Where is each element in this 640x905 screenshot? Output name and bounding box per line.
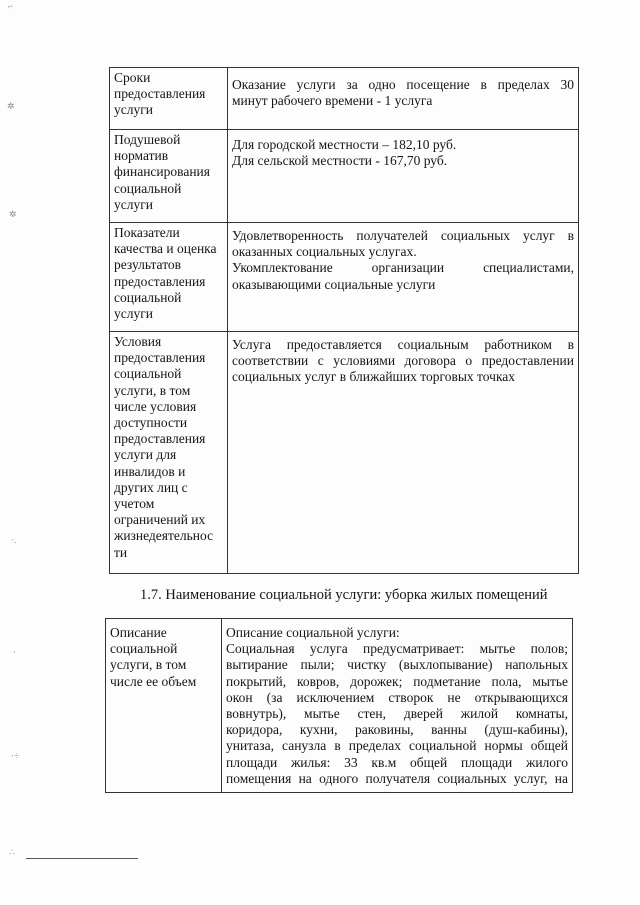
label-line: ти bbox=[114, 544, 128, 560]
value-line: коридора, кухни, раковины, ванны (душ-кабины), bbox=[226, 722, 568, 738]
scan-mark-left-6: ∴ bbox=[9, 847, 15, 857]
label-line: Условия bbox=[114, 334, 162, 349]
label-line: результатов bbox=[114, 257, 182, 273]
label-line: Подушевой bbox=[114, 132, 181, 147]
section-heading: 1.7. Наименование социальной услуги: уборка жилых помещений bbox=[140, 587, 548, 603]
label-line: услуги, в том bbox=[110, 657, 187, 673]
label-line: жизнедеятельнос bbox=[114, 528, 214, 544]
footnote-divider bbox=[26, 858, 138, 859]
row-value-cell bbox=[228, 130, 579, 223]
row-label-cell bbox=[110, 223, 228, 332]
label-line: социальной bbox=[110, 641, 178, 657]
label-line: социальной bbox=[114, 366, 182, 382]
value-line: Для городской местности – 182,10 руб. bbox=[232, 137, 457, 152]
scan-mark-left-4: · bbox=[13, 647, 16, 657]
value-line: окон (за исключением створок не открывающихся bbox=[226, 689, 568, 705]
label-line: числе условия bbox=[114, 398, 197, 414]
label-line: услуги bbox=[114, 102, 153, 118]
value-line: Удовлетворенность получателей социальных услуг в bbox=[232, 228, 574, 243]
label-line: инвалидов и bbox=[114, 463, 186, 479]
row-value-cell bbox=[228, 68, 579, 130]
label-line: качества и оценка bbox=[114, 241, 217, 257]
value-line: вытирание пыли; чистку (выхлопывание) напольных bbox=[226, 657, 568, 673]
value-line: Описание социальной услуги: bbox=[226, 625, 400, 640]
scan-mark-left-1: ✲ bbox=[7, 101, 15, 111]
table-row bbox=[110, 223, 579, 332]
value-line: минут рабочего времени - 1 услуга bbox=[232, 93, 433, 109]
label-line: финансирования bbox=[114, 164, 210, 180]
value-line: помещения на одного получателя социальных услуг, на bbox=[226, 770, 568, 786]
scan-mark-left-2: ✲ bbox=[9, 209, 17, 219]
label-line: предоставления bbox=[114, 431, 206, 447]
label-line: социальной bbox=[114, 180, 182, 196]
value-line: Социальная услуга предусматривает: мытье полов; bbox=[226, 641, 568, 657]
label-line: учетом bbox=[114, 496, 155, 512]
table-row bbox=[110, 68, 579, 130]
label-line: предоставления bbox=[114, 86, 206, 102]
row-label-cell bbox=[110, 130, 228, 223]
value-line: покрытий, ковров, дорожек; подметание пола, мытье bbox=[226, 673, 568, 689]
label-line: социальной bbox=[114, 289, 182, 305]
label-line: ограничений их bbox=[114, 512, 206, 528]
label-line: других лиц с bbox=[114, 479, 188, 495]
label-line: Описание bbox=[110, 625, 167, 640]
value-line: социальных услуг в ближайших торговых точках bbox=[232, 369, 516, 385]
value-line: Услуга предоставляется социальным работником в bbox=[232, 337, 574, 352]
value-line: унитаза, санузла в пределах социальной нормы общей bbox=[226, 738, 568, 754]
label-line: Показатели bbox=[114, 225, 180, 240]
value-line: соответствии с условиями договора о предоставлении bbox=[232, 353, 574, 369]
scan-mark-top-left: ⌐ bbox=[8, 1, 14, 11]
value-line: оказывающими социальные услуги bbox=[232, 276, 436, 292]
label-line: предоставления bbox=[114, 273, 206, 289]
scan-mark-left-5: ·÷ bbox=[11, 751, 19, 761]
row-value-cell bbox=[228, 332, 579, 574]
row-label-cell bbox=[106, 619, 222, 793]
value-line: вовнутрь), мытье стен, дверей жилой комнаты, bbox=[226, 706, 568, 722]
value-line: площади жилья: 33 кв.м общей площади жилого bbox=[226, 754, 568, 770]
label-line: услуги bbox=[114, 196, 153, 212]
table-row bbox=[110, 130, 579, 223]
row-value-cell bbox=[228, 223, 579, 332]
description-cell bbox=[222, 619, 573, 793]
value-line: Оказание услуги за одно посещение в пределах 30 bbox=[232, 77, 574, 92]
label-line: числе ее объем bbox=[110, 673, 197, 689]
value-line: Укомплектование организации специалистами, bbox=[232, 260, 574, 276]
value-line: Для сельской местности - 167,70 руб. bbox=[232, 153, 448, 169]
label-line: предоставления bbox=[114, 350, 206, 366]
label-line: услуги bbox=[114, 306, 153, 322]
service-description-table bbox=[105, 618, 573, 793]
value-line: оказанных социальных услугах. bbox=[232, 244, 417, 260]
table-row bbox=[110, 332, 579, 574]
table-row bbox=[106, 619, 573, 793]
label-line: доступности bbox=[114, 415, 188, 431]
service-conditions-table bbox=[109, 67, 579, 574]
row-label-cell bbox=[110, 68, 228, 130]
row-label-cell bbox=[110, 332, 228, 574]
label-line: Сроки bbox=[114, 70, 151, 85]
label-line: услуги для bbox=[114, 447, 177, 463]
scan-mark-left-3: ·. bbox=[11, 535, 17, 545]
label-line: норматив bbox=[114, 148, 169, 164]
label-line: услуги, в том bbox=[114, 382, 191, 398]
